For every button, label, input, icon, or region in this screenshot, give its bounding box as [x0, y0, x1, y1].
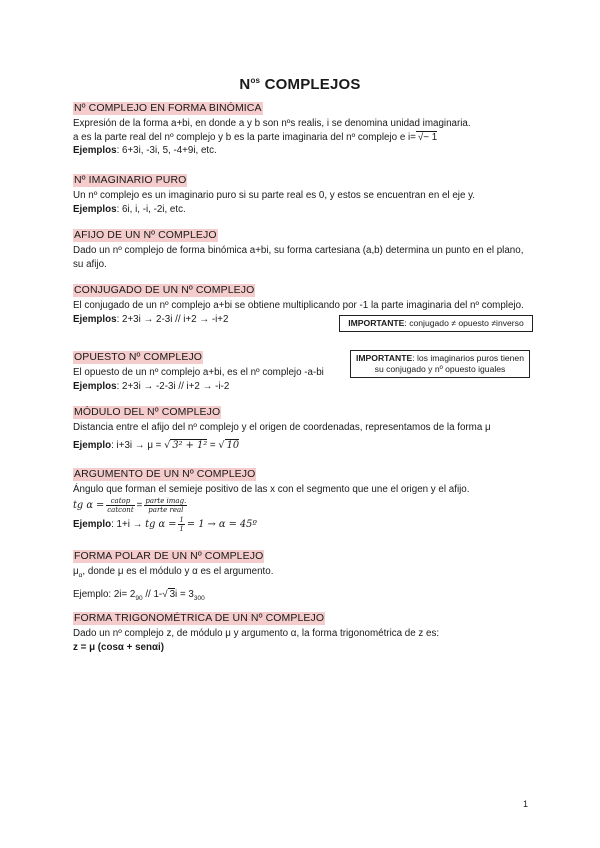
section-imaginario — [73, 170, 533, 216]
heading-opuesto: OPUESTO Nº COMPLEJO — [74, 351, 203, 363]
section-argumento — [73, 464, 533, 535]
heading-imaginario: Nº IMAGINARIO PURO — [74, 174, 187, 186]
text: Un nº complejo es un imaginario puro si su parte real es 0, y estos se encuentran en el eje y. — [73, 190, 476, 201]
text: a es la parte real del nº complejo y b es la parte imaginaria del nº complejo e i= √− 1 — [73, 131, 438, 143]
heading-conjugado: CONJUGADO DE UN Nº COMPLEJO — [74, 284, 255, 296]
formula: z = μ (cosα + senαi) — [73, 641, 164, 653]
text: $\mu_\alpha$, donde μ es el módulo y α es el argumento. — [73, 566, 274, 579]
text: Distancia entre el afijo del nº complejo y el origen de coordenadas, representamos de la forma μ — [73, 422, 491, 433]
text: Expresión de la forma a+bi, en donde a y b son nºs realis, i se denomina unidad imaginaria. — [73, 118, 471, 129]
note-box: IMPORTANTE: conjugado ≠ opuesto ≠inverso — [339, 315, 533, 332]
example: Ejemplos: 2+3i → 2-3i // i+2 → -i+2 — [73, 313, 229, 325]
text: Dado un nº complejo z, de módulo μ y argumento α, la forma trigonométrica de z es: — [73, 628, 440, 639]
note-box: IMPORTANTE: los imaginarios puros tienen su conjugado y nº opuesto iguales — [350, 350, 530, 378]
example: Ejemplos: 6i, i, -i, -2i, etc. — [73, 203, 186, 215]
page-title: $N^{os}$ COMPLEJOS — [239, 76, 361, 93]
heading-modulo: MÓDULO DEL Nº COMPLEJO — [74, 406, 221, 418]
heading-argumento: ARGUMENTO DE UN Nº COMPLEJO — [74, 468, 256, 480]
example: Ejemplo: $2i= 2_{90} // 1-√$ $3i = 3_{300}$ — [73, 589, 205, 603]
formula: tg α = $\frac{\text{catop}}{\text{catcont}}$ = $\frac{\text{parte imag.}}{\text{parte real}}$ — [73, 496, 187, 514]
text: El conjugado de un nº complejo a+bi se obtiene multiplicando por -1 la parte imaginaria del nº complejo. — [73, 300, 524, 311]
section-afijo — [73, 225, 533, 271]
example: Ejemplo: i+3i → μ = √ 3² + 1² = √ 10 — [73, 439, 240, 451]
text: El opuesto de un nº complejo a+bi, es el nº complejo -a-bi — [73, 367, 324, 378]
heading-afijo: AFIJO DE UN Nº COMPLEJO — [74, 229, 217, 241]
example: Ejemplos: 6+3i, -3i, 5, -4+9i, etc. — [73, 145, 217, 156]
example: Ejemplo: 1+i → tg α = $\frac{1}{1}$ = 1 → α = 45º — [73, 515, 257, 533]
section-modulo — [73, 402, 533, 452]
page-number: 1 — [522, 799, 528, 809]
example: Ejemplos: 2+3i → -2-3i // i+2 → -i-2 — [73, 380, 230, 392]
text: Ángulo que forman el semieje positivo de las x con el segmento que une el origen y el afijo. — [73, 484, 470, 495]
section-binomica — [73, 98, 533, 158]
text: Dado un nº complejo de forma binómica a+bi, su forma cartesiana (a,b) determina un punto en el plano, su afijo. — [73, 245, 524, 270]
heading-binomica: Nº COMPLEJO EN FORMA BINÓMICA — [74, 102, 262, 114]
heading-polar: FORMA POLAR DE UN Nº COMPLEJO — [74, 550, 264, 562]
section-polar — [73, 546, 533, 606]
heading-trigonometrica: FORMA TRIGONOMÉTRICA DE UN Nº COMPLEJO — [74, 612, 325, 624]
section-trigonometrica — [73, 608, 533, 654]
